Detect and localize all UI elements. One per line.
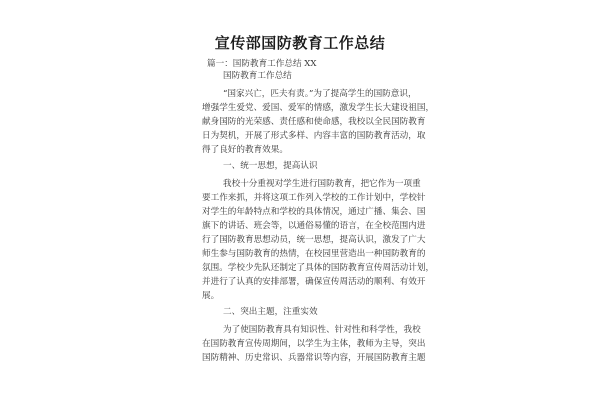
section-heading: 二、突出主题，注重实效 bbox=[223, 307, 318, 317]
paragraph-line: 我校十分重视对学生进行国防教育，把它作为一项重 bbox=[223, 179, 421, 189]
paragraph-line: 日为契机，开展了形式多样、内容丰富的国防教育活动，取 bbox=[202, 131, 426, 141]
paragraph-line: 氛围。学校少先队还制定了具体的国防教育宣传周活动计划， bbox=[202, 263, 435, 273]
paragraph-line: 国防精神、历史常识、兵器常识等内容，开展国防教育主题 bbox=[202, 353, 426, 363]
subtitle-line: 篇一：国防教育工作总结 XX bbox=[207, 59, 317, 69]
paragraph-line: 师生参与国防教育的热情，在校园里营造出一种国防教育的 bbox=[202, 249, 426, 259]
paragraph-line: 在国防教育宣传周期间，以学生为主体，教师为主导，突出 bbox=[202, 339, 426, 349]
section-heading: 一、统一思想，提高认识 bbox=[223, 161, 318, 171]
document-title: 宣传部国防教育工作总结 bbox=[214, 34, 386, 52]
paragraph-line: “国家兴亡，匹夫有责。”为了提高学生的国防意识， bbox=[223, 89, 417, 99]
paragraph-line: 并进行了认真的安排部署，确保宣传周活动的顺利、有效开 bbox=[202, 277, 426, 287]
section-heading: 国防教育工作总结 bbox=[223, 71, 292, 81]
paragraph-line: 旗下的讲话、班会等，以通俗易懂的语言，在全校范围内进 bbox=[202, 221, 426, 231]
paragraph-line: 为了使国防教育具有知识性、针对性和科学性，我校 bbox=[223, 325, 421, 335]
paragraph-line: 要工作来抓，并将这项工作列入学校的工作计划中，学校针 bbox=[202, 193, 426, 203]
paragraph-line: 对学生的年龄特点和学校的具体情况，通过广播、集会、国 bbox=[202, 207, 426, 217]
paragraph-line: 行了国防教育思想动员，统一思想，提高认识，激发了广大 bbox=[202, 235, 426, 245]
paragraph-line: 展。 bbox=[202, 291, 220, 301]
paragraph-line: 得了良好的教育效果。 bbox=[202, 145, 288, 155]
paragraph-line: 增强学生爱党、爱国、爱军的情感，激发学生长大建设祖国， bbox=[202, 103, 435, 113]
paragraph-line: 献身国防的光荣感、责任感和使命感，我校以全民国防教育 bbox=[202, 117, 426, 127]
